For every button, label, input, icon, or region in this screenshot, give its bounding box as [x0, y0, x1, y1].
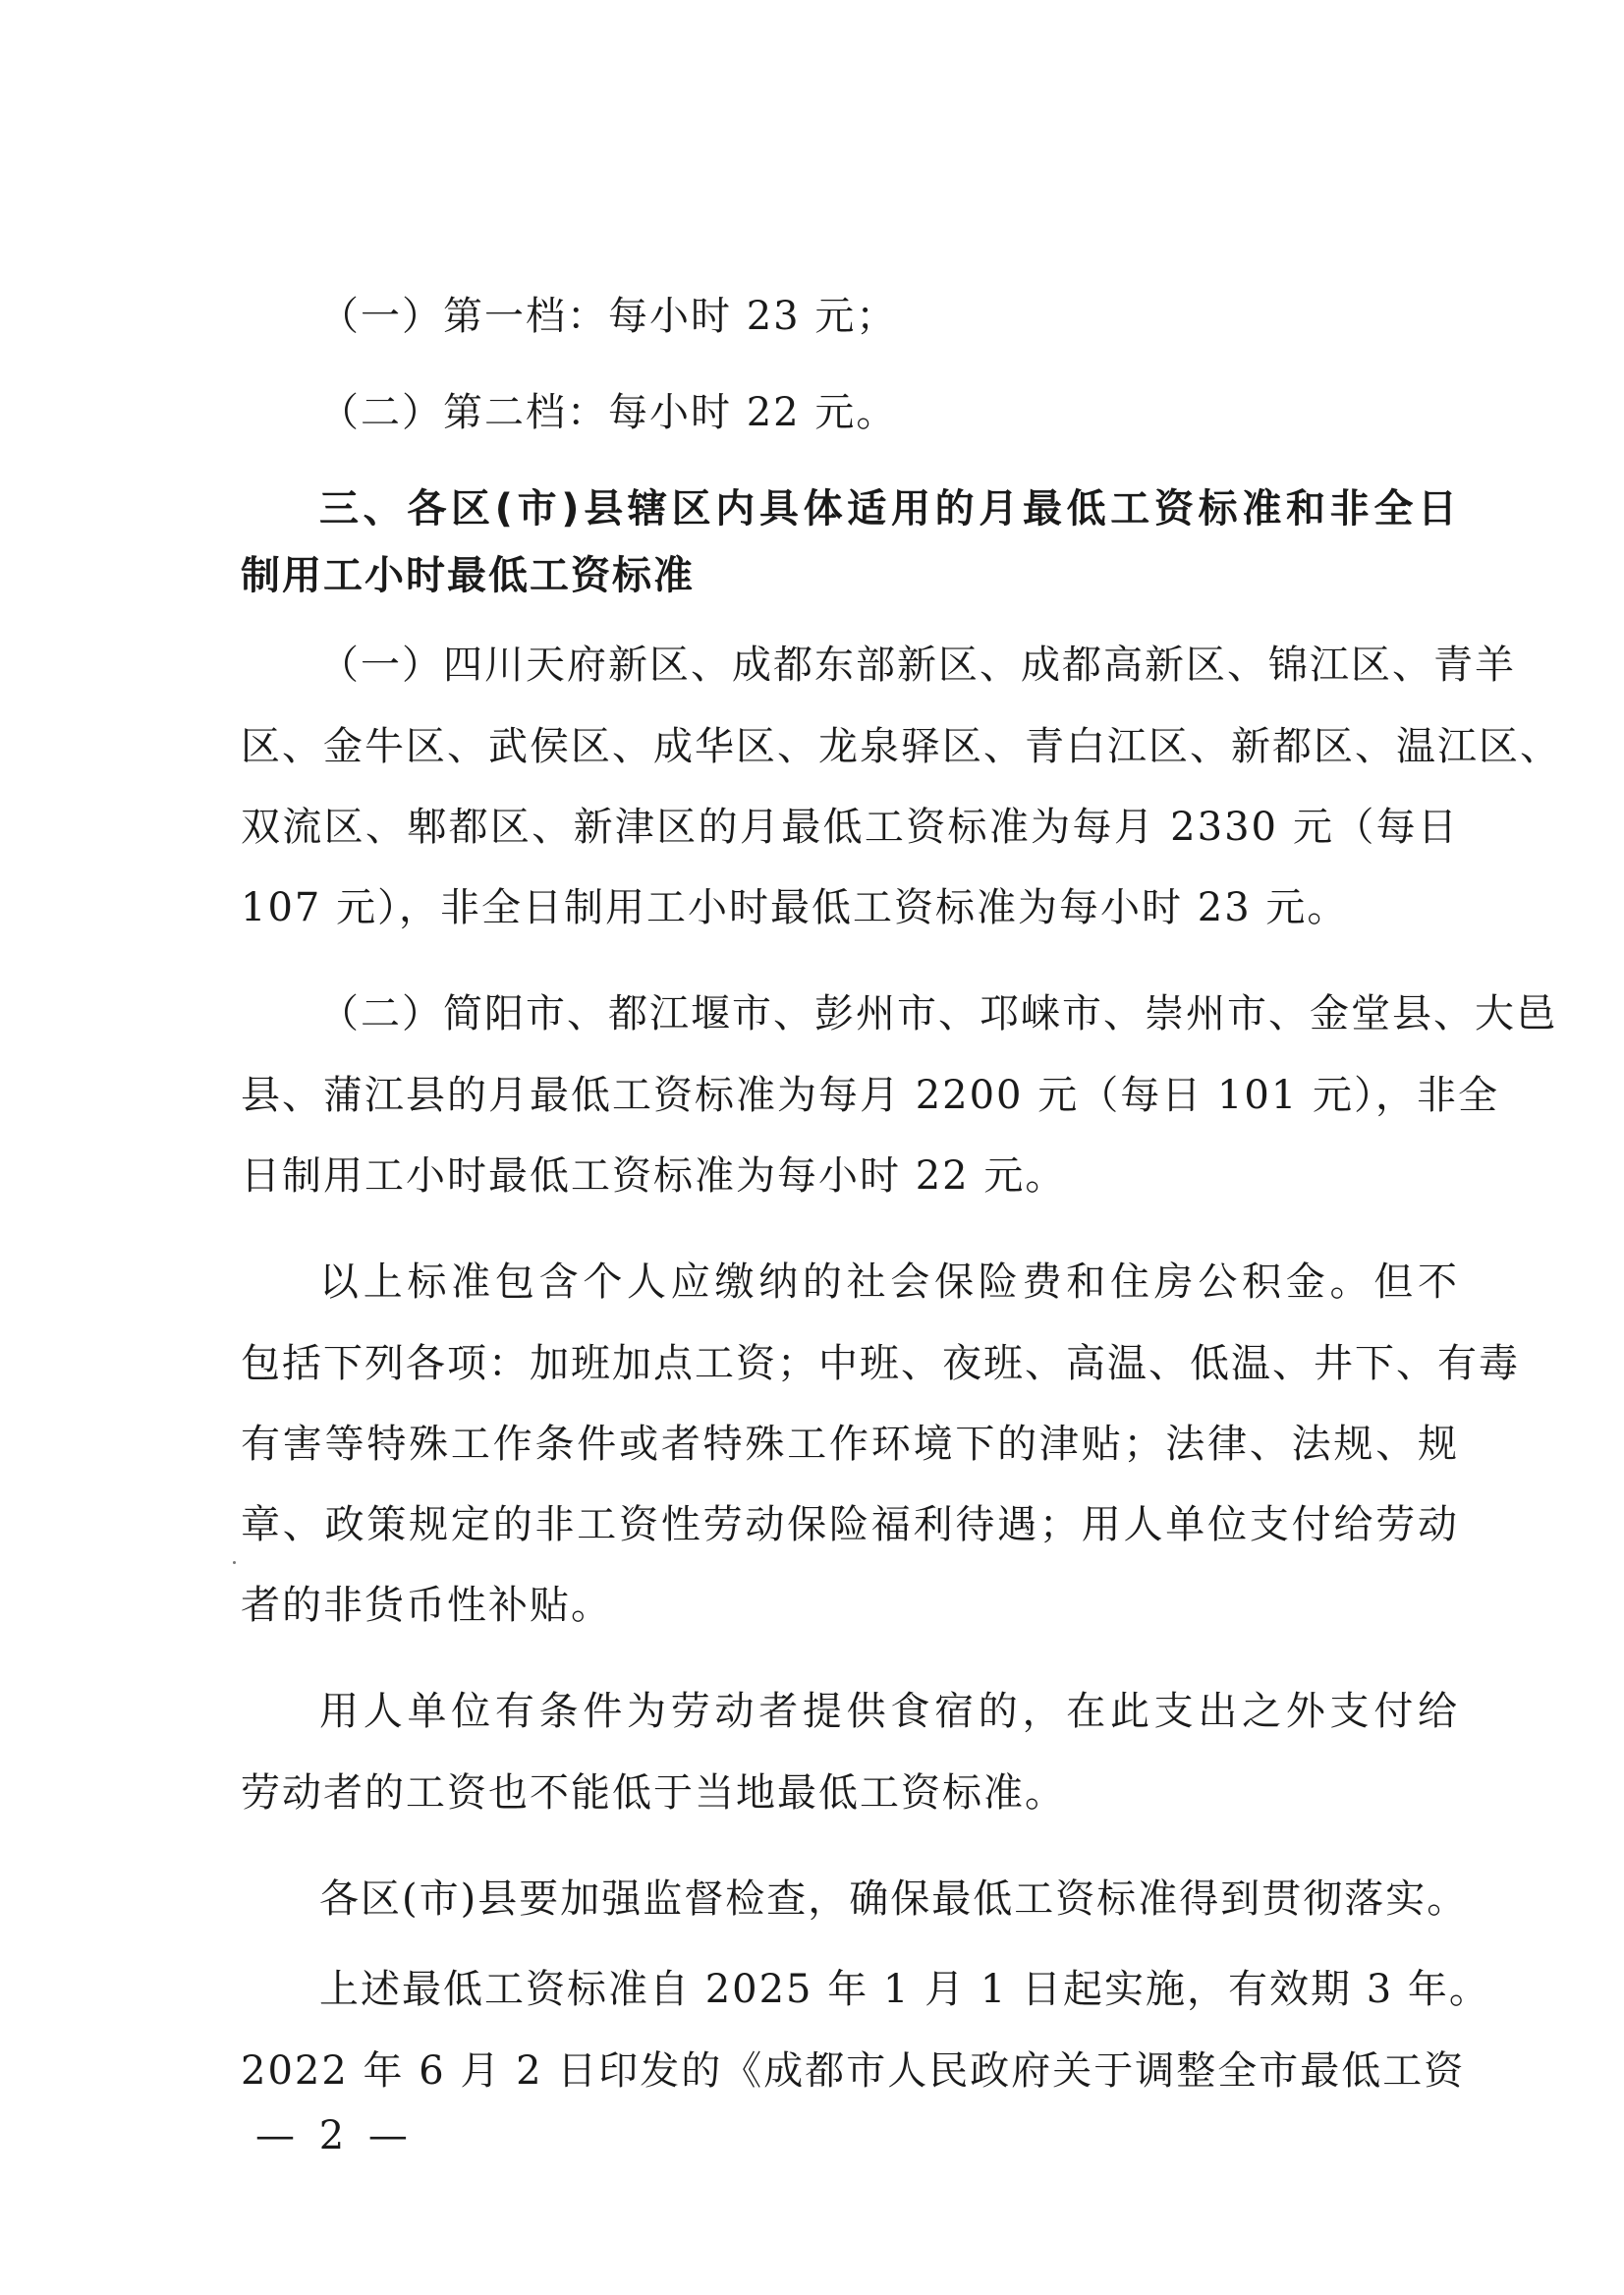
paragraph-line: （一）四川天府新区、成都东部新区、成都高新区、锦江区、青羊: [319, 643, 1516, 688]
section-three-heading-continued: 制用工小时最低工资标准: [241, 553, 695, 598]
paragraph-line: 县、蒲江县的月最低工资标准为每月 2200 元（每日 101 元），非全: [241, 1073, 1500, 1118]
paragraph-line: 上述最低工资标准自 2025 年 1 月 1 日起实施，有效期 3 年。: [319, 1967, 1490, 2012]
tier-one-line: （一）第一档：每小时 23 元；: [319, 294, 898, 339]
paragraph-line: 2022 年 6 月 2 日印发的《成都市人民政府关于调整全市最低工资: [241, 2048, 1466, 2094]
scan-speck: [233, 1561, 236, 1564]
paragraph-line: 107 元），非全日制用工小时最低工资标准为每小时 23 元。: [241, 885, 1349, 930]
tier-two-line: （二）第二档：每小时 22 元。: [319, 390, 898, 435]
paragraph-line: 章、政策规定的非工资性劳动保险福利待遇；用人单位支付给劳动: [241, 1502, 1459, 1547]
paragraph-line: 用人单位有条件为劳动者提供食宿的，在此支出之外支付给: [319, 1689, 1459, 1734]
paragraph-line: 者的非货币性补贴。: [241, 1583, 612, 1628]
paragraph-line: 日制用工小时最低工资标准为每小时 22 元。: [241, 1153, 1067, 1199]
section-three-heading: 三、各区(市)县辖区内具体适用的月最低工资标准和非全日: [319, 486, 1459, 532]
paragraph-line: 双流区、郫都区、新津区的月最低工资标准为每月 2330 元（每日: [241, 805, 1459, 850]
paragraph-line: 区、金牛区、武侯区、成华区、龙泉驿区、青白江区、新都区、温江区、: [241, 724, 1561, 769]
paragraph-line: 各区(市)县要加强监督检查，确保最低工资标准得到贯彻落实。: [319, 1876, 1469, 1922]
page-number: — 2 —: [255, 2113, 414, 2158]
paragraph-line: 以上标准包含个人应缴纳的社会保险费和住房公积金。但不: [319, 1259, 1459, 1305]
paragraph-line: 劳动者的工资也不能低于当地最低工资标准。: [241, 1770, 1066, 1816]
paragraph-line: （二）简阳市、都江堰市、彭州市、邛崃市、崇州市、金堂县、大邑: [319, 991, 1557, 1036]
paragraph-line: 有害等特殊工作条件或者特殊工作环境下的津贴；法律、法规、规: [241, 1422, 1459, 1467]
paragraph-line: 包括下列各项：加班加点工资；中班、夜班、高温、低温、井下、有毒: [241, 1341, 1520, 1386]
